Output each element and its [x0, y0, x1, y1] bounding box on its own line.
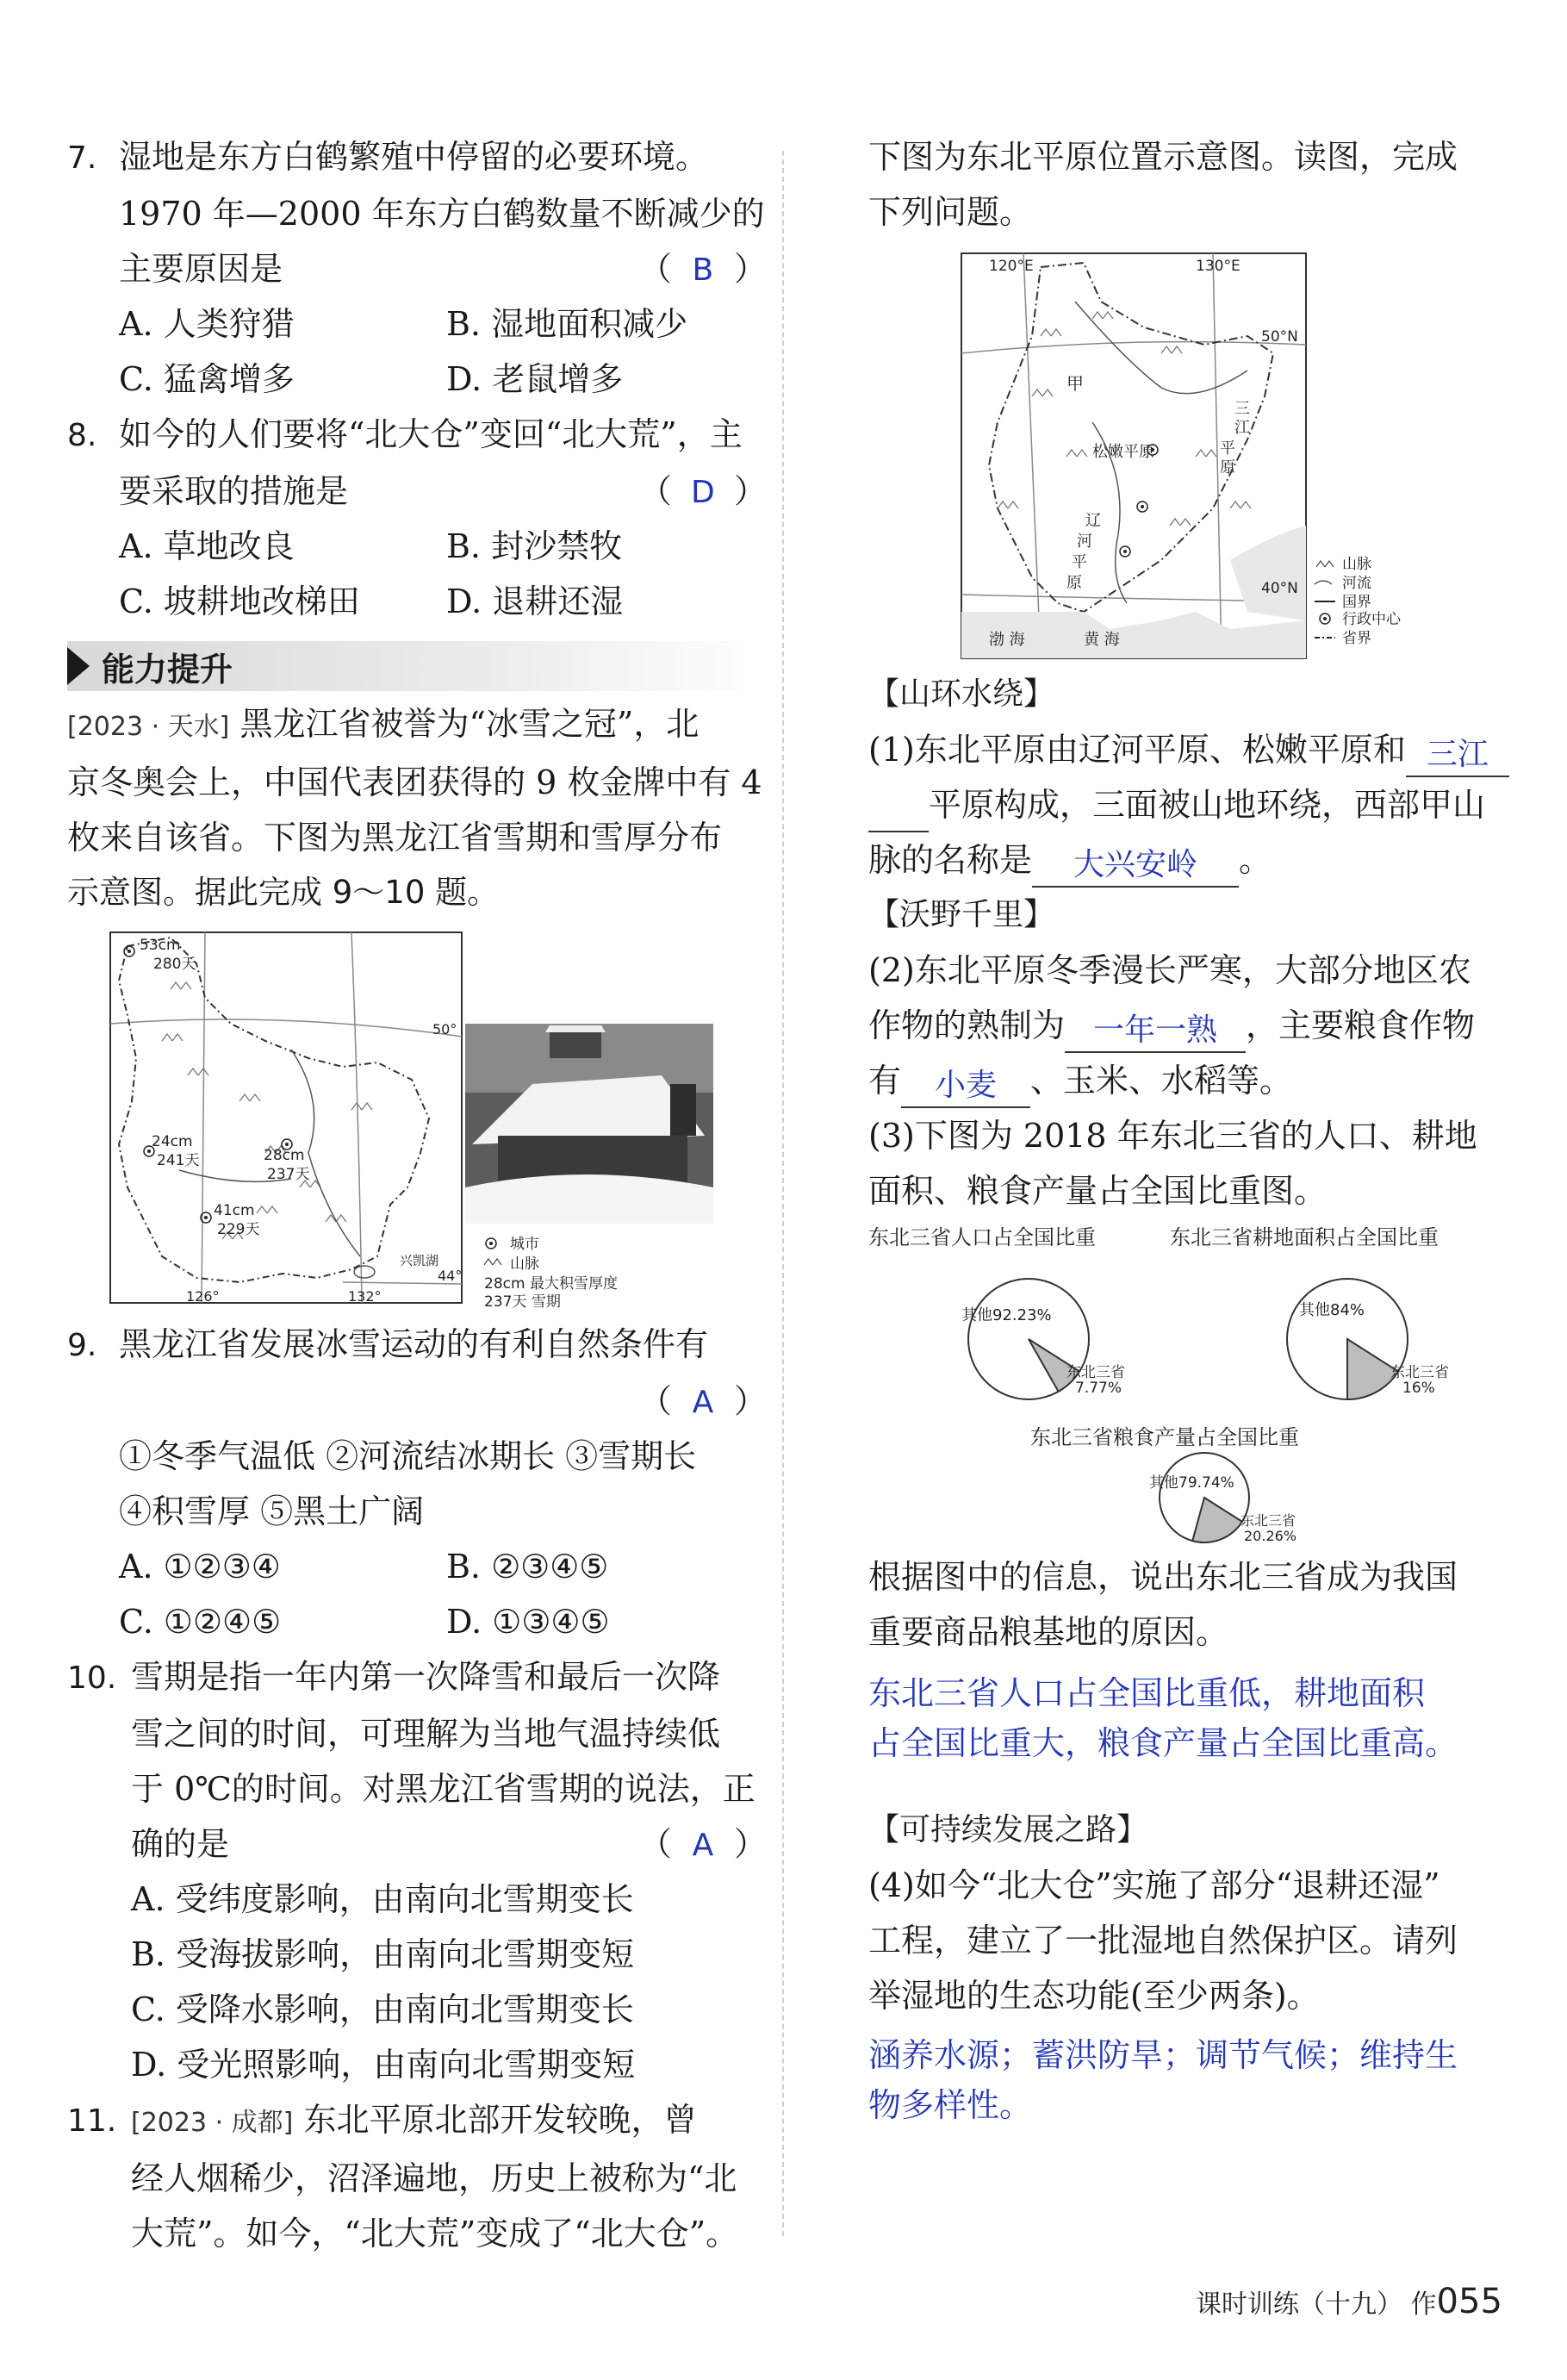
p3-line2: 面积、粮食产量占全国比重图。: [868, 1172, 1328, 1210]
point3-days: 237天: [267, 1166, 310, 1183]
legend-days: 237天 雪期: [484, 1293, 561, 1308]
p2-text-b: 作物的熟制为: [868, 1006, 1066, 1044]
q8-answer-paren: （ D ）: [639, 464, 767, 520]
point2-depth: 24cm: [152, 1133, 193, 1150]
label-liaohe-4: 原: [1066, 574, 1082, 592]
point4-depth: 41cm: [214, 1202, 255, 1219]
pie2-label-ne: 东北三省: [1390, 1364, 1449, 1381]
q9-line1: [67, 1317, 767, 1374]
p1-line1: [868, 722, 1513, 777]
p4-line2: 工程，建立了一批湿地自然保护区。请列: [868, 1922, 1458, 1959]
intro-line3: 枚来自该省。下图为黑龙江省雪期和雪厚分布: [67, 819, 723, 857]
pie3-group: [1149, 1453, 1297, 1544]
label-huanghai: 黄 海: [1084, 631, 1120, 649]
label-lat-44: 44°: [438, 1268, 463, 1284]
label-lon-132: 132°: [348, 1288, 382, 1305]
intro-text-1: 黑龙江省被誉为“冰雪之冠”，北: [239, 705, 700, 743]
intro-line4: 示意图。据此完成 9～10 题。: [67, 874, 500, 911]
snow-map-figure: [67, 929, 767, 1308]
label-jia: 甲: [1066, 373, 1084, 394]
q7-answer-paren: （ B ）: [639, 241, 767, 298]
q7-text-3: 主要原因是: [119, 250, 283, 288]
legend-province: 省界: [1342, 630, 1371, 647]
heading-fertile: 【沃野千里】: [868, 897, 1055, 932]
q10-option-a: A. 受纬度影响，由南向北雪期变长: [131, 1880, 634, 1918]
label-lon-120e: 120°E: [989, 258, 1034, 275]
q7-line2: 1970 年—2000 年东方白鹤数量不断减少的: [119, 195, 765, 233]
p1-line3: [868, 832, 1513, 888]
p1-blank-2: [1032, 844, 1239, 888]
q10-text-1: 雪期是指一年内第一次降雪和最后一次降: [131, 1658, 721, 1696]
legend-mountain-icon: [484, 1259, 501, 1265]
pie2-label-ne-value: 16%: [1402, 1380, 1435, 1397]
legend-city: 城市: [510, 1236, 539, 1253]
intro-line1: [67, 696, 767, 755]
q8-text-2: 要采取的措施是: [119, 472, 349, 510]
q9-items2: ④积雪厚 ⑤黑土广阔: [119, 1492, 425, 1530]
label-sanjiang-3: 平: [1220, 439, 1235, 458]
ne-plain-map-figure: [868, 250, 1513, 664]
q7-option-c: C. 猛禽增多: [119, 360, 295, 398]
q7-option-d: D. 老鼠增多: [446, 360, 624, 398]
label-liaohe-1: 辽: [1085, 512, 1101, 530]
legend-admin: 行政中心: [1342, 611, 1401, 628]
q8-option-d: D. 退耕还湿: [446, 583, 624, 620]
pie1-label-ne-value: 7.77%: [1075, 1380, 1122, 1397]
p1-text-d: 。: [1239, 841, 1272, 879]
q9-number: 9.: [67, 1328, 97, 1363]
p2-line2: [868, 998, 1513, 1053]
q9-option-d: D. ①③④⑤: [446, 1603, 610, 1641]
q11-source: [2023 · 成都]: [131, 2108, 294, 2138]
q10-answer: A: [692, 1828, 714, 1863]
p2-fill-2: 小麦: [935, 1068, 998, 1103]
legend-border: 国界: [1342, 594, 1371, 611]
label-lon-130e: 130°E: [1196, 258, 1241, 275]
p3-line3: 根据图中的信息，说出东北三省成为我国: [868, 1558, 1458, 1596]
snow-map-legend: [484, 1236, 618, 1308]
label-sanjiang-1: 三: [1234, 400, 1250, 418]
p2-fill-1: 一年一熟: [1093, 1012, 1218, 1048]
label-xingkai-lake: 兴凯湖: [400, 1253, 439, 1268]
q8-answer: D: [691, 475, 715, 510]
p1-text-c: 脉的名称是: [868, 841, 1033, 879]
legend-mountain: 山脉: [510, 1255, 539, 1273]
point3-depth: 28cm: [264, 1147, 305, 1164]
pie1-group: [961, 1279, 1125, 1399]
q9-option-c: C. ①②④⑤: [119, 1603, 282, 1641]
point1-days: 280天: [153, 956, 196, 973]
label-lat-50: 50°: [432, 1021, 457, 1037]
q7-options-row1: [67, 296, 767, 352]
point2-days: 241天: [157, 1152, 200, 1169]
label-bohai: 渤 海: [989, 631, 1025, 649]
point1-depth: 53cm: [140, 937, 181, 954]
q7-option-b: B. 湿地面积减少: [446, 305, 688, 343]
heading-mountains: 【山环水绕】: [868, 676, 1055, 712]
triangle-icon: [67, 647, 90, 685]
q8-number: 8.: [67, 418, 97, 453]
p1-fill-1: 三江: [1426, 737, 1489, 772]
snow-house-photo: [465, 1024, 713, 1224]
label-liaohe-3: 平: [1072, 553, 1087, 571]
p2-text-e: 、玉米、水稻等。: [1030, 1062, 1293, 1100]
pie1-title: 东北三省人口占全国比重: [868, 1225, 1096, 1249]
legend-river-icon: [1315, 581, 1332, 584]
heading-sustainable: 【可持续发展之路】: [868, 1812, 1148, 1847]
q8-option-c: C. 坡耕地改梯田: [119, 583, 360, 620]
page-footer: [1196, 2282, 1502, 2321]
label-sanjiang-2: 江: [1234, 419, 1250, 437]
q11-line2: 经人烟稀少，沼泽遍地，历史上被称为“北: [131, 2159, 737, 2197]
label-sanjiang-4: 原: [1220, 458, 1235, 477]
p2-blank-1: [1065, 1010, 1246, 1053]
answer4-line2: 物多样性。: [868, 2086, 1033, 2124]
q8-line1: [67, 407, 767, 464]
column-divider: [782, 151, 784, 2236]
right-intro-2: 下列问题。: [868, 193, 1033, 231]
q7-text-1: 湿地是东方白鹤繁殖中停留的必要环境。: [119, 138, 709, 176]
pie3-label-ne: 东北三省: [1241, 1512, 1297, 1529]
p1-fill-2: 大兴安岭: [1073, 847, 1198, 882]
pie-charts-block: [868, 1218, 1513, 1549]
q8-options-row1: [67, 519, 767, 574]
q10-line2: 雪之间的时间，可理解为当地气温持续低: [131, 1715, 721, 1753]
p2-blank-2: [901, 1065, 1030, 1108]
page-number: 055: [1436, 2282, 1502, 2321]
answer3-line2: 占全国比重大，粮食产量占全国比重高。: [868, 1724, 1458, 1762]
q8-options-row2: [67, 574, 767, 629]
q7-options-row2: [67, 352, 767, 407]
answer4-line1: 涵养水源；蓄洪防旱；调节气候；维持生: [868, 2036, 1458, 2074]
pie3-label-other: 其他79.74%: [1149, 1474, 1234, 1492]
q7-line1: [67, 129, 767, 186]
section-title: 能力提升: [102, 650, 233, 688]
q7-answer: B: [692, 252, 714, 288]
q10-text-4: 确的是: [131, 1825, 230, 1863]
label-lon-126: 126°: [186, 1288, 220, 1305]
q8-line2: [67, 464, 767, 519]
right-column: [868, 129, 1513, 2130]
label-songnen: 松嫩平原: [1092, 443, 1154, 461]
legend-mountain-icon-2: [1316, 561, 1334, 567]
section-header-ability: [67, 641, 767, 691]
p2-line1: (2)东北平原冬季漫长严寒，大部分地区农: [868, 951, 1471, 989]
intro-source: [2023 · 天水]: [67, 712, 230, 742]
label-liaohe-2: 河: [1077, 533, 1092, 551]
q11-line1: [67, 2092, 767, 2151]
q8-option-b: B. 封沙禁牧: [446, 527, 623, 565]
q9-options-row1: [67, 1539, 767, 1594]
q10-line1: [67, 1649, 767, 1706]
q10-line4: [67, 1816, 767, 1872]
p1-line2: [868, 777, 1513, 832]
q11-number: 11.: [67, 2103, 117, 2139]
q8-text-1: 如今的人们要将“北大仓”变回“北大荒”，主: [119, 415, 743, 453]
label-lat-40n: 40°N: [1261, 580, 1298, 597]
footer-zuo: 作: [1410, 2290, 1437, 2320]
p2-text-c: ，主要粮食作物: [1246, 1006, 1476, 1044]
p1-text-a: (1)东北平原由辽河平原、松嫩平原和: [868, 731, 1406, 769]
q10-option-b: B. 受海拔影响，由南向北雪期变短: [131, 1935, 635, 1973]
pie3-title: 东北三省粮食产量占全国比重: [1030, 1425, 1299, 1449]
q9-text-1: 黑龙江省发展冰雪运动的有利自然条件有: [119, 1325, 709, 1363]
q10-option-c: C. 受降水影响，由南向北雪期变长: [131, 1991, 634, 2028]
p1-blank-1: [1406, 734, 1509, 777]
pie3-label-ne-value: 20.26%: [1244, 1528, 1297, 1544]
p3-line1: (3)下图为 2018 年东北三省的人口、耕地: [868, 1117, 1477, 1155]
q11-text-1: 东北平原北部开发较晚，曾: [303, 2101, 697, 2139]
q9-answer: A: [692, 1385, 714, 1420]
p4-line1: (4)如今“北大仓”实施了部分“退耕还湿”: [868, 1866, 1440, 1904]
q7-number: 7.: [67, 140, 97, 176]
legend-mountain-2: 山脉: [1342, 556, 1371, 573]
intro-line2: 京冬奥会上，中国代表团获得的 9 枚金牌中有 4: [67, 763, 762, 801]
ne-map-legend: [1315, 556, 1402, 647]
p3-line4: 重要商品粮基地的原因。: [868, 1613, 1229, 1651]
p4-line3: 举湿地的生态功能(至少两条)。: [868, 1977, 1320, 2015]
snow-map-svg: [67, 929, 767, 1308]
point4-days: 229天: [217, 1221, 260, 1238]
answer3-line1: 东北三省人口占全国比重低，耕地面积: [868, 1674, 1426, 1712]
p2-text-d: 有: [868, 1062, 902, 1100]
label-lat-50n: 50°N: [1261, 328, 1298, 346]
pie2-label-other: 其他84%: [1299, 1301, 1365, 1319]
q10-answer-paren: （ A ）: [639, 1816, 767, 1873]
q9-option-a: A. ①②③④: [119, 1548, 281, 1586]
q9-answer-paren: （ A ）: [639, 1374, 767, 1430]
footer-label: 课时训练（十九）: [1196, 2290, 1402, 2320]
p2-line3: [868, 1053, 1513, 1108]
legend-river: 河流: [1342, 575, 1371, 592]
q8-option-a: A. 草地改良: [119, 527, 295, 565]
pie1-label-ne: 东北三省: [1066, 1364, 1125, 1381]
q9-items1: ①冬季气温低 ②河流结冰期长 ③雪期长: [119, 1437, 697, 1475]
legend-depth: 28cm 最大积雪厚度: [484, 1275, 618, 1293]
ne-map-svg: [868, 250, 1513, 664]
pie2-group: [1287, 1279, 1449, 1399]
p1-blank-1-cont: [868, 789, 929, 832]
q9-option-b: B. ②③④⑤: [446, 1548, 609, 1586]
right-intro-1: 下图为东北平原位置示意图。读图，完成: [868, 138, 1458, 176]
q9-options-row2: [67, 1594, 767, 1649]
pie2-title: 东北三省耕地面积占全国比重: [1170, 1225, 1439, 1249]
q10-option-d: D. 受光照影响，由南向北雪期变短: [131, 2046, 636, 2084]
left-column: [67, 129, 767, 2261]
pie-charts-svg: [868, 1218, 1513, 1546]
q11-line3: 大荒”。如今，“北大荒”变成了“北大仓”。: [131, 2215, 739, 2252]
snow-map-frame: [110, 932, 462, 1303]
q9-line2: [67, 1374, 767, 1429]
q7-line3: [67, 241, 767, 296]
q10-line3: 于 0℃的时间。对黑龙江省雪期的说法，正: [131, 1770, 756, 1808]
q7-option-a: A. 人类狩猎: [119, 305, 295, 343]
q10-number: 10.: [67, 1660, 117, 1696]
p1-text-b: 平原构成，三面被山地环绕，西部甲山: [929, 786, 1486, 824]
pie1-label-other: 其他92.23%: [961, 1306, 1052, 1324]
